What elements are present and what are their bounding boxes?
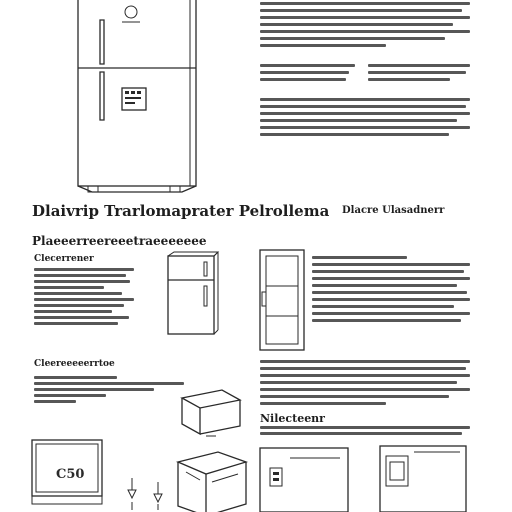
main-heading-right: Dlacre Ulasadnerr <box>342 205 445 216</box>
door-diagram-text <box>312 256 470 326</box>
spec-column-right <box>368 64 470 85</box>
refrigerator-illustration <box>0 0 230 200</box>
lower-left-title: Cleereeeeerrtoe <box>34 359 115 369</box>
lower-right-text <box>260 426 470 438</box>
microwave-illustration <box>26 436 110 512</box>
fridge-front-illustration <box>374 442 474 512</box>
left-block-text <box>34 268 134 328</box>
small-fridge-illustration <box>162 250 222 340</box>
lower-left-text <box>34 376 184 406</box>
sub-heading: Plaeeerreereeetraeeeeeee <box>32 234 207 248</box>
microwave-display: C50 <box>56 467 85 482</box>
middle-right-text <box>260 360 470 409</box>
spec-column-left <box>260 64 355 85</box>
left-block-title: Clecerrener <box>34 254 94 264</box>
fridge-door-diagram <box>254 246 310 356</box>
control-panel-illustration <box>256 444 352 512</box>
lower-right-title: Nilecteenr <box>260 412 325 425</box>
description-paragraph <box>260 98 470 140</box>
accessory-icon <box>124 474 168 512</box>
intro-paragraph <box>260 2 470 51</box>
drawer-illustration <box>176 384 246 440</box>
main-heading: Dlaivrip Trarlomaprater Pelrollema <box>32 202 330 220</box>
cube-appliance-illustration <box>172 446 252 512</box>
